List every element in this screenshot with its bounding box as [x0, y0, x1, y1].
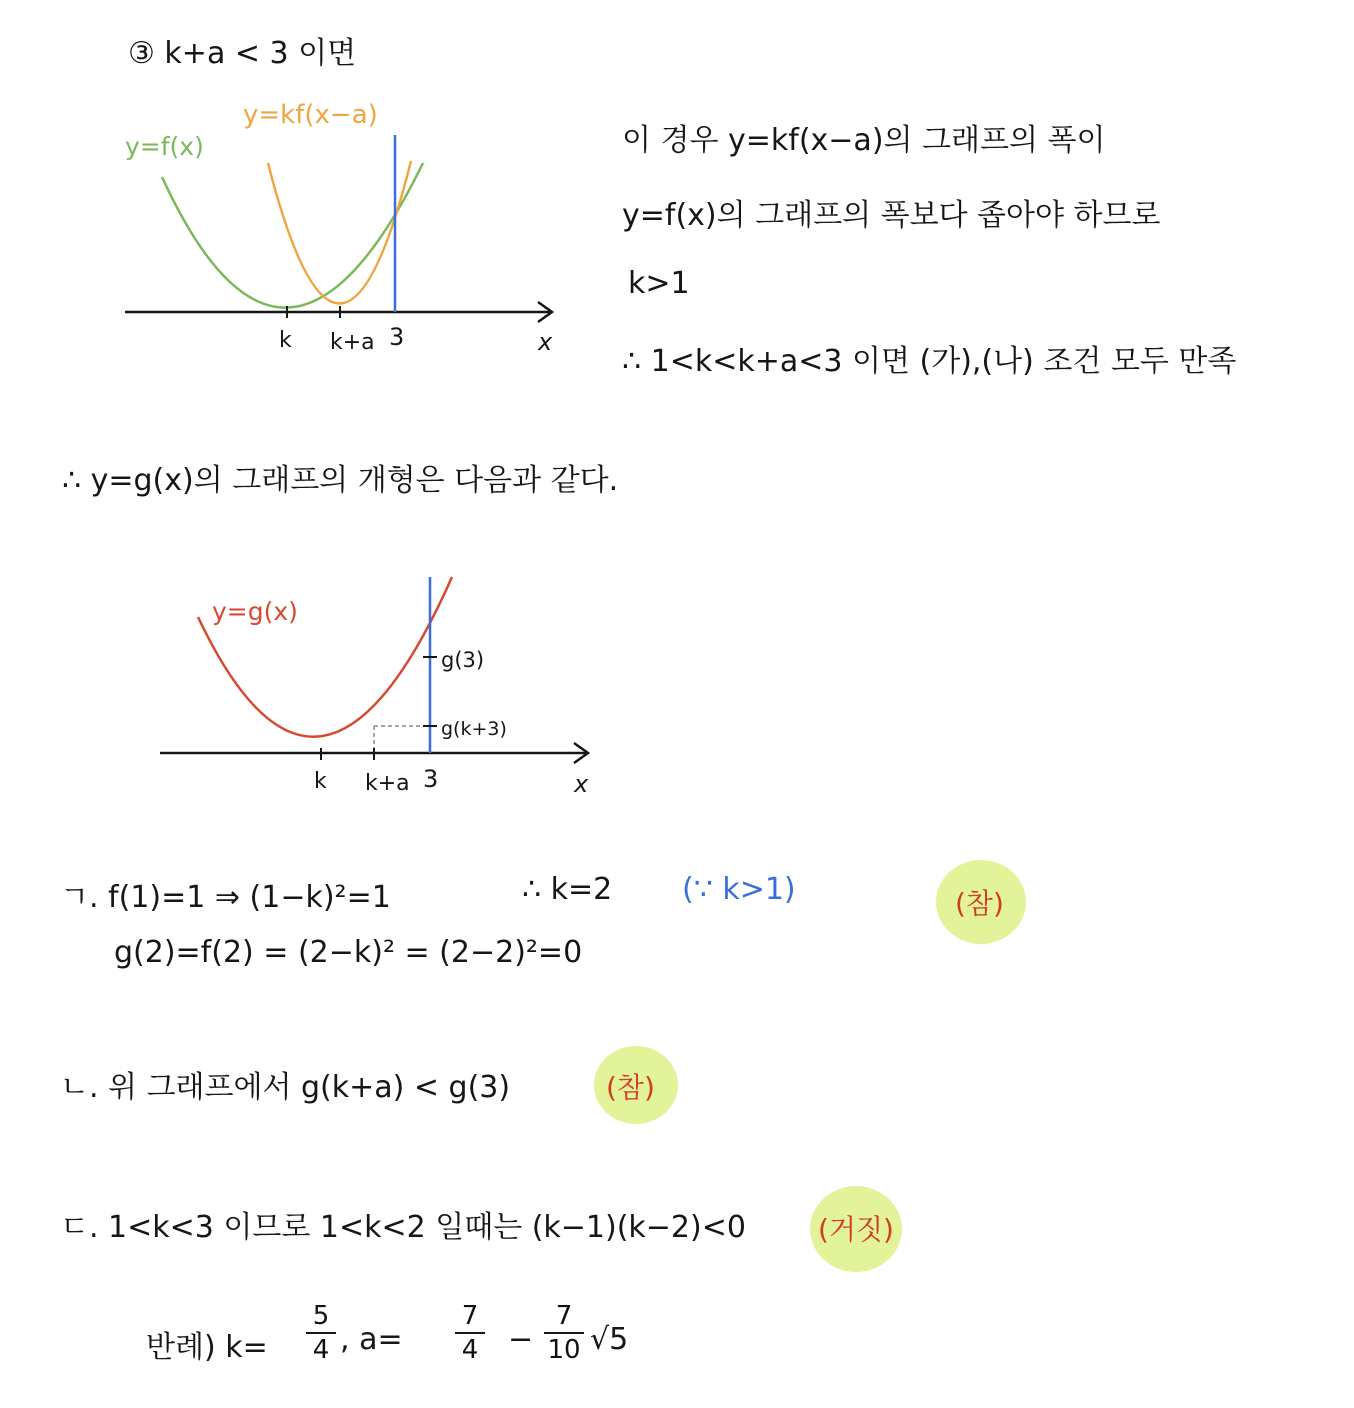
frac-k: 5 4	[306, 1302, 336, 1364]
item-c-text: ㄷ. 1<k<3 이므로 1<k<2 일때는 (k−1)(k−2)<0	[60, 1210, 746, 1245]
summary-line: ∴ y=g(x)의 그래프의 개형은 다음과 같다.	[62, 463, 619, 498]
item-a-conclusion: ∴ k=2	[522, 872, 613, 907]
counter-mid: , a=	[340, 1322, 403, 1357]
axis-x-label: x	[574, 770, 589, 798]
tick-3: 3	[389, 323, 405, 351]
verdict-a: (참)	[955, 887, 1004, 920]
graph-case3	[100, 85, 580, 365]
tick-k: k	[314, 769, 327, 794]
tick-k: k	[279, 328, 292, 353]
tick-ka: k+a	[365, 771, 410, 796]
counter-sqrt: √5	[590, 1322, 629, 1357]
label-g: y=g(x)	[212, 597, 298, 626]
frac-a1: 7 4	[455, 1302, 485, 1364]
graph-g	[150, 565, 610, 805]
label-kf: y=kf(x−a)	[243, 100, 378, 130]
label-g3: g(3)	[441, 648, 485, 672]
axis-x-label: x	[538, 328, 553, 356]
frac-a2: 7 10	[544, 1302, 584, 1364]
item-b-text: ㄴ. 위 그래프에서 g(k+a) < g(3)	[60, 1070, 511, 1105]
explain-line1: 이 경우 y=kf(x−a)의 그래프의 폭이	[622, 123, 1106, 158]
explain-line2: y=f(x)의 그래프의 폭보다 좁아야 하므로	[622, 198, 1161, 233]
counter-prefix: 반례) k=	[146, 1330, 268, 1365]
label-gk3: g(k+3)	[441, 718, 507, 740]
curve-kf	[268, 161, 411, 304]
tick-ka: k+a	[330, 330, 375, 355]
verdict-b: (참)	[606, 1071, 655, 1104]
verdict-c: (거짓)	[818, 1213, 894, 1246]
item-a-reason: (∵ k>1)	[682, 872, 796, 907]
item-a-line1: ㄱ. f(1)=1 ⇒ (1−k)²=1	[60, 880, 391, 915]
explain-line3: k>1	[628, 266, 690, 301]
case3-heading: ③ k+a < 3 이면	[128, 36, 357, 71]
counter-minus: −	[508, 1322, 534, 1357]
label-f: y=f(x)	[125, 132, 204, 161]
item-a-line2: g(2)=f(2) = (2−k)² = (2−2)²=0	[114, 935, 583, 970]
curve-f	[162, 163, 423, 308]
tick-3: 3	[423, 765, 439, 793]
explain-line4: ∴ 1<k<k+a<3 이면 (가),(나) 조건 모두 만족	[622, 344, 1237, 379]
